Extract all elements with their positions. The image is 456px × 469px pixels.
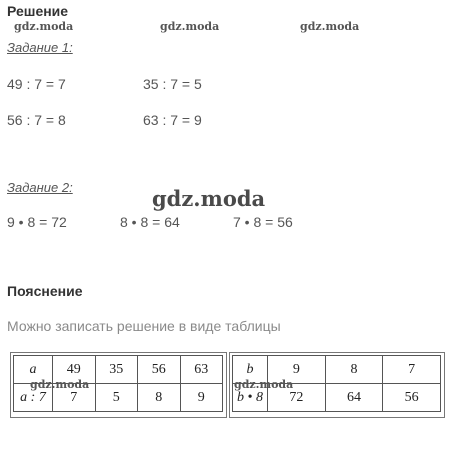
watermark: gdz.moda: [160, 20, 220, 33]
table-cell: 49: [53, 356, 96, 384]
watermark: gdz.moda: [234, 378, 294, 391]
table-cell: 35: [95, 356, 138, 384]
equation: 56 : 7 = 8: [7, 112, 66, 128]
watermark: gdz.moda: [300, 20, 360, 33]
table-cell: 9: [180, 384, 223, 412]
table-cell: 8: [325, 356, 383, 384]
table-cell: 7: [383, 356, 441, 384]
table-cell: 72: [268, 384, 326, 412]
task-2-label: Задание 2:: [7, 180, 73, 195]
table-cell: 8: [138, 384, 181, 412]
watermark: gdz.moda: [30, 378, 90, 391]
table-cell: a: [14, 356, 53, 384]
equation: 63 : 7 = 9: [143, 112, 202, 128]
equation: 8 • 8 = 64: [120, 214, 180, 230]
equation: 7 • 8 = 56: [233, 214, 293, 230]
table-cell: 56: [383, 384, 441, 412]
table-cell: a : 7: [14, 384, 53, 412]
equation: 35 : 7 = 5: [143, 76, 202, 92]
table-cell: 56: [138, 356, 181, 384]
task-1-label: Задание 1:: [7, 40, 73, 55]
equation: 49 : 7 = 7: [7, 76, 66, 92]
table-cell: b: [233, 356, 268, 384]
watermark: gdz.moda: [14, 20, 74, 33]
table-cell: 63: [180, 356, 223, 384]
table-cell: 9: [268, 356, 326, 384]
equation: 9 • 8 = 72: [7, 214, 67, 230]
page-title: Решение: [7, 3, 69, 19]
explanation-heading: Пояснение: [7, 283, 83, 299]
watermark: gdz.moda: [152, 186, 266, 211]
table-cell: 64: [325, 384, 383, 412]
table-cell: 5: [95, 384, 138, 412]
explanation-text: Можно записать решение в виде таблицы: [7, 318, 281, 334]
table-cell: b • 8: [233, 384, 268, 412]
table-cell: 7: [53, 384, 96, 412]
